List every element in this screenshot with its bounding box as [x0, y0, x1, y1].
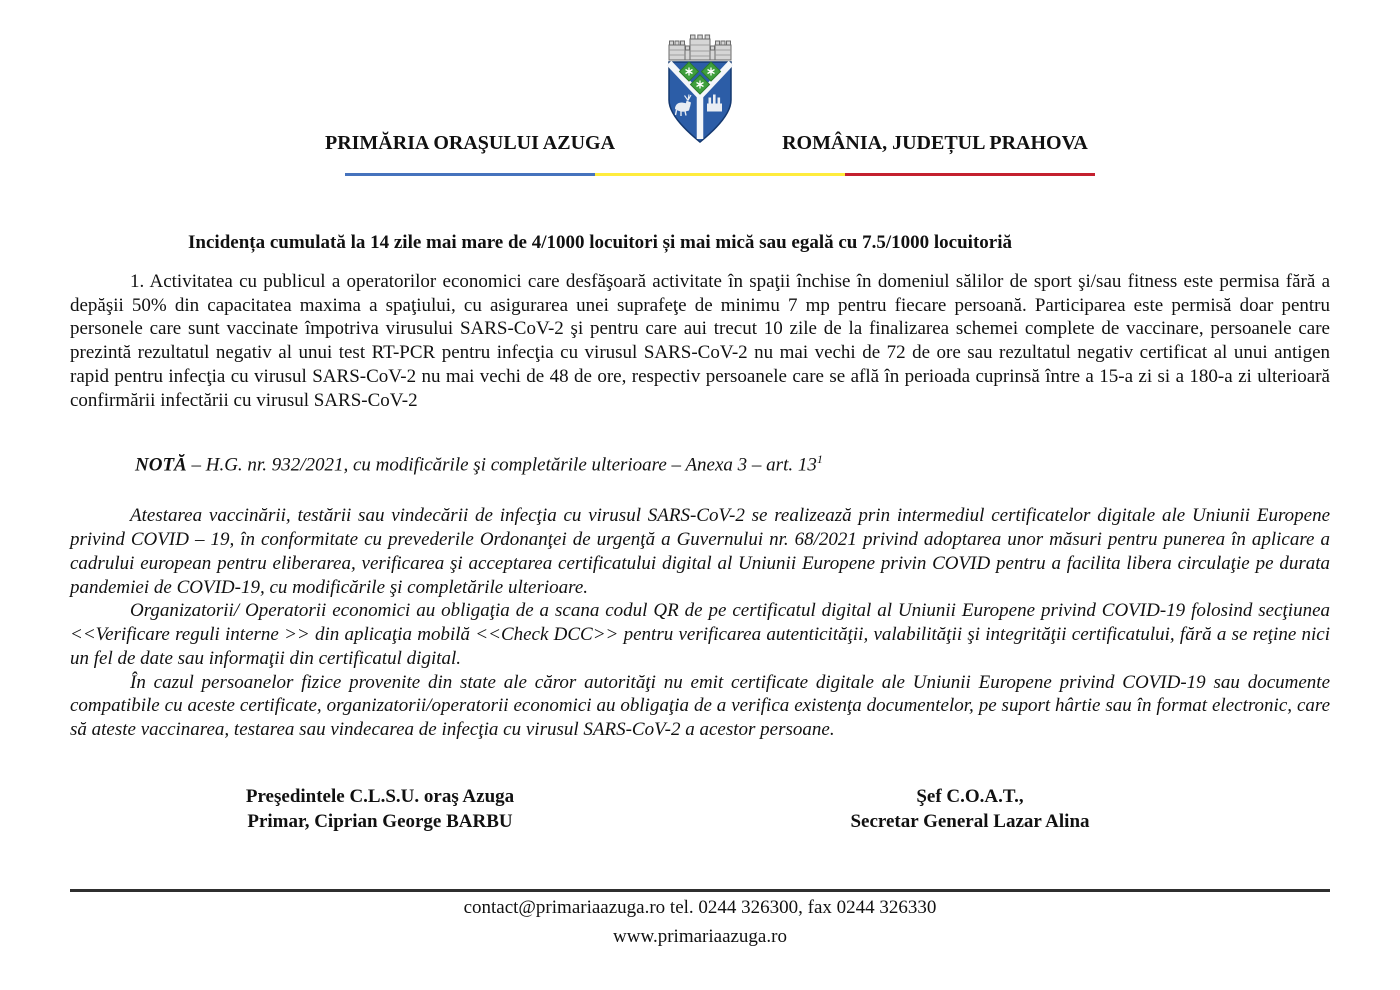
azuga-coat-of-arms-icon	[645, 28, 755, 150]
signature-secretary	[690, 784, 1250, 834]
note-footnote-superscript: 1	[816, 452, 823, 467]
footer-divider	[70, 889, 1330, 892]
signature-mayor	[70, 784, 690, 834]
organization-name: PRIMĂRIA ORAŞULUI AZUGA	[324, 132, 616, 154]
note-reference-text: – H.G. nr. 932/2021, cu modificările şi completările ulterioare – Anexa 3 – art. 13	[186, 454, 817, 476]
signature-mayor-role: Preşedintele C.L.S.U. oraş Azuga	[245, 785, 515, 807]
contact-info: contact@primariaazuga.ro tel. 0244 326300, fax 0244 326330	[463, 896, 937, 918]
document-body	[0, 231, 1400, 834]
signature-secretary-name: Secretar General Lazar Alina	[850, 810, 1090, 832]
paragraph-sport-fitness-rules: 1. Activitatea cu publicul a operatorilor economici care desfăşoară activitate în spaţii închise în domeniul sălilor de sport şi/sau fitness este permisa fără a depăşii 50% din capacitatea maxima a spaţiului, cu asigurarea unei suprafeţe de minimu 7 mp pentru fiecare persoană. Participarea este permisă doar pentru personele care sunt vaccinate împotriva virusului SARS-CoV-2 şi pentru care aui trecut 10 zile de la finalizarea schemei complete de vaccinare, persoanele care prezintă rezultatul negativ al unui test RT-PCR pentru infecţia cu virusul SARS-CoV-2 nu mai vechi de 72 de ore sau rezultatul negativ certificat al unui antigen rapid pentru infecţia cu virusul SARS-CoV-2 nu mai vechi de 48 de ore, respectiv persoanele care se află în perioada cuprinsă între a 15-a zi si a 180-a zi ulterioară confirmării infectării cu virusul SARS-CoV-2	[70, 270, 1330, 411]
legal-note-line	[70, 452, 1330, 477]
page-footer	[0, 889, 1400, 948]
document-title: Incidența cumulată la 14 zile mai mare de 4/1000 locuitori și mai mică sau egală cu 7.5/1000 locuitoriă	[188, 232, 1012, 253]
paragraph-foreign-documents: În cazul persoanelor fizice provenite din state ale căror autorităţi nu emit certificate digitale ale Uniunii Europene privind COVID-19 sau documente compatibile cu aceste certificate, organizatorii/operatorii economici au obligaţia de a verifica existenţa documentelor, pe suport hârtie sau în format electronic, care să ateste vaccinarea, testarea sau vindecarea de infecţia cu virusul SARS-CoV-2 a acestor persoane.	[70, 671, 1330, 741]
county-name: ROMÂNIA, JUDEȚUL PRAHOVA	[782, 132, 1088, 154]
signature-block	[70, 784, 1330, 834]
romanian-flag-divider	[345, 173, 1095, 176]
flag-blue-segment	[345, 173, 595, 176]
paragraph-qr-verification: Organizatorii/ Operatorii economici au obligaţia de a scana codul QR de pe certificatul digital al Uniunii Europene privind COVID-19 folosind secţiunea <<Verificare reguli interne >> din aplicaţia mobilă <<Check DCC>> pentru verificarea autenticităţii, valabilităţii şi integrităţii certificatului, fără a se reţine nici un fel de date sau informaţii din certificatul digital.	[70, 600, 1330, 669]
flag-red-segment	[845, 173, 1095, 176]
flag-yellow-segment	[595, 173, 845, 176]
website-url: www.primariaazuga.ro	[613, 925, 787, 947]
note-label: NOTĂ	[135, 454, 187, 476]
paragraph-digital-certificates: Atestarea vaccinării, testării sau vindecării de infecţia cu virusul SARS-CoV-2 se realizează prin intermediul certificatelor digitale ale Uniunii Europene privind COVID – 19, în conformitate cu prevederile Ordonanţei de urgenţă a Guvernului nr. 68/2021 privind adoptarea unor măsuri pentru punerea în aplicare a cadrului european pentru eliberarea, verificarea şi acceptarea certificatului digital al Uniunii Europene privin COVID pentru a facilita libera circulaţie pe durata pandemiei de COVID-19, cu modificările şi completările ulterioare.	[70, 505, 1330, 598]
signature-mayor-name: Primar, Ciprian George BARBU	[247, 810, 513, 832]
signature-secretary-role: Şef C.O.A.T.,	[916, 785, 1024, 807]
legal-excerpt-block	[70, 504, 1330, 742]
letterhead	[0, 0, 1400, 190]
